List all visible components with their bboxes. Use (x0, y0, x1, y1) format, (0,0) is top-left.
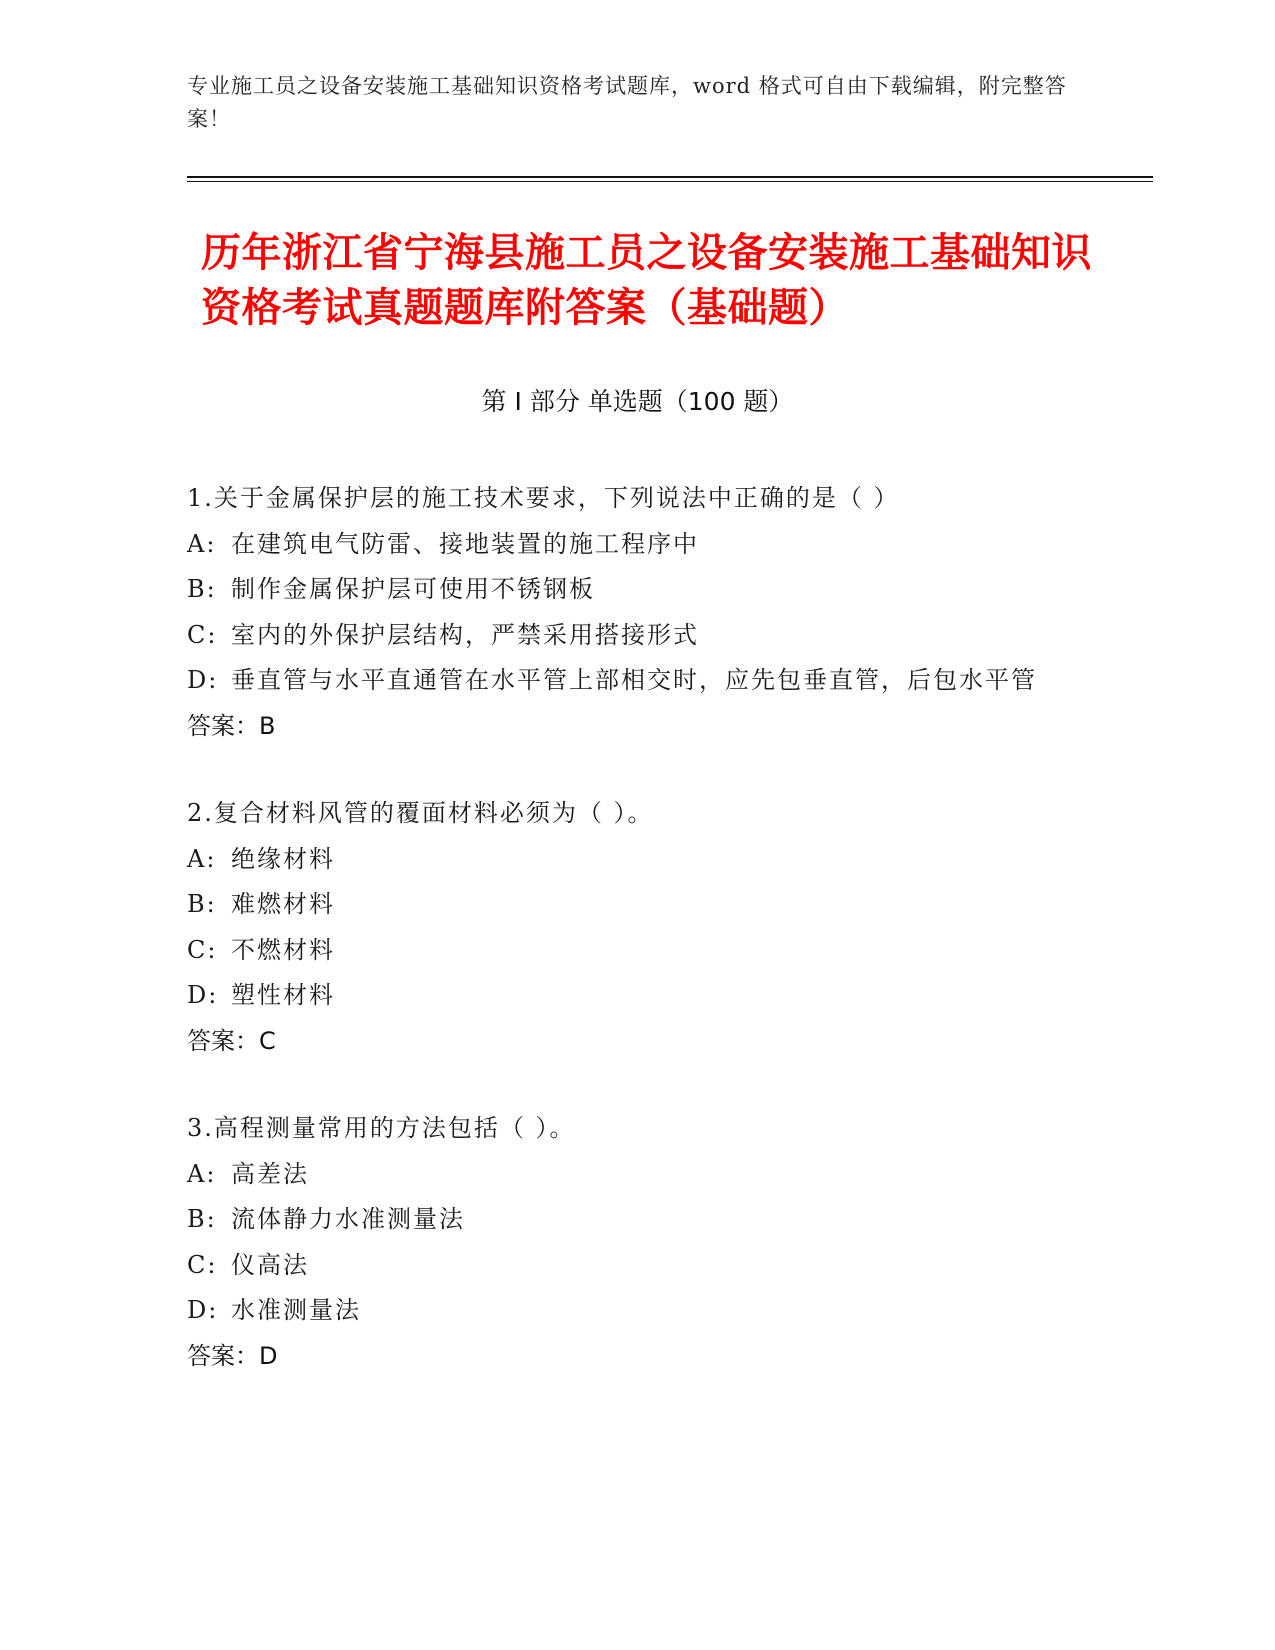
option-letter: C: (187, 935, 218, 964)
option-text: 塑性材料 (231, 981, 335, 1009)
option-text: 不燃材料 (231, 935, 335, 964)
option-c (187, 613, 1067, 659)
option-b (187, 1197, 1067, 1243)
option-letter: B: (187, 890, 217, 918)
option-letter: D: (187, 981, 219, 1009)
option-d (187, 658, 1067, 704)
header-divider-thick (187, 176, 1153, 178)
option-text: 流体静力水准测量法 (231, 1205, 465, 1233)
option-letter: D: (187, 666, 219, 694)
question-list (187, 476, 1067, 1421)
option-d (187, 1288, 1067, 1334)
question-item (187, 1106, 1067, 1379)
option-letter: A: (187, 1159, 217, 1188)
option-letter: C: (187, 620, 218, 649)
question-stem: 1.关于金属保护层的施工技术要求，下列说法中正确的是（ ） (187, 484, 900, 512)
header-note: 专业施工员之设备安装施工基础知识资格考试题库，word 格式可自由下载编辑，附完整答案！ (187, 74, 1067, 131)
option-b (187, 567, 1067, 613)
option-text: 水准测量法 (231, 1296, 361, 1324)
answer-line: 答案：C (187, 1026, 276, 1055)
option-text: 绝缘材料 (231, 844, 335, 873)
question-item (187, 476, 1067, 749)
option-letter: D: (187, 1296, 219, 1324)
question-stem: 2.复合材料风管的覆面材料必须为（ ）。 (187, 799, 654, 827)
document-title: 历年浙江省宁海县施工员之设备安装施工基础知识资格考试真题题库附答案（基础题） (201, 230, 1092, 331)
option-letter: C: (187, 1250, 218, 1279)
option-text: 仪高法 (231, 1250, 309, 1279)
option-a (187, 522, 1067, 568)
option-text: 制作金属保护层可使用不锈钢板 (231, 575, 595, 603)
option-letter: A: (187, 844, 217, 873)
section-heading: 第 I 部分 单选题（100 题） (481, 387, 794, 416)
answer-line: 答案：D (187, 1341, 278, 1370)
option-letter: B: (187, 1205, 217, 1233)
option-text: 垂直管与水平直通管在水平管上部相交时，应先包垂直管，后包水平管 (231, 666, 1037, 694)
option-letter: B: (187, 575, 217, 603)
question-stem: 3.高程测量常用的方法包括（ ）。 (187, 1114, 576, 1142)
option-c (187, 1243, 1067, 1289)
option-a (187, 837, 1067, 883)
option-d (187, 973, 1067, 1019)
answer-line: 答案：B (187, 711, 276, 740)
option-text: 在建筑电气防雷、接地装置的施工程序中 (231, 529, 699, 558)
option-letter: A: (187, 529, 217, 558)
option-text: 高差法 (231, 1159, 309, 1188)
option-c (187, 928, 1067, 974)
option-a (187, 1152, 1067, 1198)
question-item (187, 791, 1067, 1064)
header-divider-thin (187, 181, 1153, 182)
option-text: 室内的外保护层结构，严禁采用搭接形式 (231, 620, 699, 649)
option-text: 难燃材料 (231, 890, 335, 918)
option-b (187, 882, 1067, 928)
